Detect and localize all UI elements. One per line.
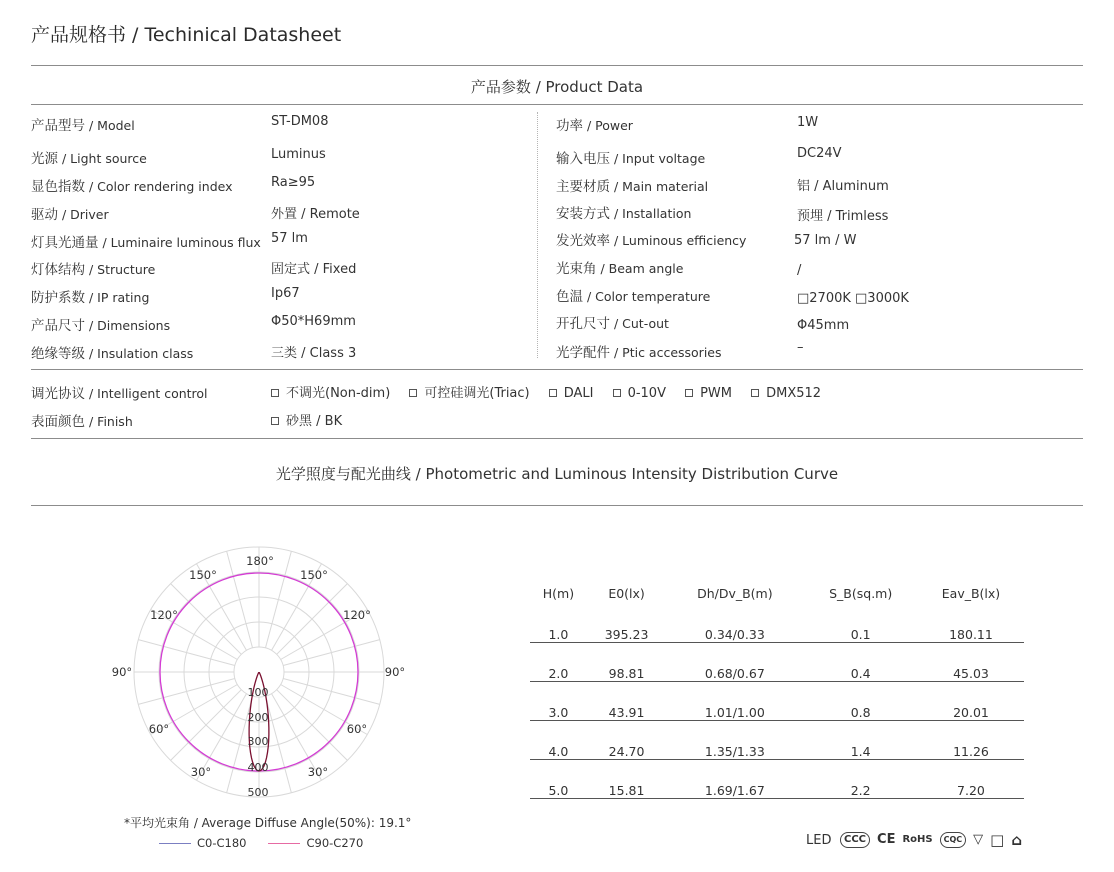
divider	[31, 104, 1083, 105]
radial-label: 300	[247, 735, 269, 748]
table-cell: 45.03	[918, 666, 1024, 682]
table-cell: 5.0	[530, 783, 587, 799]
spec-value-flux: 57 lm	[271, 231, 308, 246]
table-cell: 0.68/0.67	[666, 666, 803, 682]
table-cell: 0.34/0.33	[666, 627, 803, 643]
angle-label: 180°	[246, 554, 274, 568]
finish-options	[271, 410, 356, 429]
spec-value-light-source: Luminus	[271, 147, 326, 162]
spec-value-accessories: –	[797, 340, 804, 355]
spec-label-insulation: 绝缘等级 / Insulation class	[31, 346, 194, 362]
table-header: S_B(sq.m)	[829, 585, 893, 601]
spec-value-efficiency: 57 lm / W	[794, 233, 857, 248]
led-label: LED	[806, 833, 832, 848]
control-option[interactable]: 0-10V	[613, 386, 666, 401]
angle-label: 90°	[111, 665, 133, 679]
table-cell: 1.0	[530, 627, 587, 643]
table-cell: 0.1	[803, 627, 918, 643]
legend-label-c0: C0-C180	[197, 836, 247, 850]
legend-swatch-c90	[268, 843, 300, 844]
spec-label-material: 主要材质 / Main material	[556, 179, 709, 195]
spec-value-material: 铝 / Aluminum	[797, 179, 889, 194]
angle-label: 30°	[307, 765, 329, 779]
grid-spoke	[283, 678, 380, 704]
spec-label-color-temperature: 色温 / Color temperature	[556, 289, 711, 305]
control-option[interactable]: 不调光(Non-dim)	[271, 382, 390, 401]
table-row	[530, 627, 1024, 643]
table-cell: 7.20	[918, 783, 1024, 799]
spec-value-cut-out: Φ45mm	[797, 318, 850, 333]
photometric-table	[530, 582, 1024, 799]
spec-value-structure: 固定式 / Fixed	[271, 262, 357, 277]
double-insulation-icon: □	[990, 831, 1005, 849]
spec-value-ip-rating: Ip67	[271, 286, 300, 301]
table-cell: 1.35/1.33	[666, 744, 803, 760]
spec-value-color-temperature[interactable]: □2700K □3000K	[797, 291, 909, 306]
spec-label-accessories: 光学配件 / Ptic accessories	[556, 345, 722, 361]
table-header-row	[530, 582, 1024, 604]
radial-label: 500	[247, 786, 269, 799]
grid-spoke	[171, 584, 242, 655]
spec-value-cri: Ra≥95	[271, 175, 316, 190]
spec-label-ip-rating: 防护系数 / IP rating	[31, 290, 150, 306]
table-row	[530, 705, 1024, 721]
spec-value-dimensions: Φ50*H69mm	[271, 314, 356, 329]
spec-label-dimensions: 产品尺寸 / Dimensions	[31, 318, 171, 334]
table-cell: 3.0	[530, 705, 587, 721]
spec-label-beam-angle: 光束角 / Beam angle	[556, 261, 684, 277]
checkbox-icon[interactable]	[409, 389, 417, 397]
polar-distribution-chart	[100, 540, 420, 810]
divider	[31, 369, 1083, 370]
grid-spoke	[277, 690, 348, 761]
ce-mark-icon: CE	[877, 832, 896, 847]
angle-label: 90°	[384, 665, 406, 679]
checkbox-icon[interactable]	[271, 389, 279, 397]
angle-label: 30°	[190, 765, 212, 779]
angle-label: 120°	[343, 608, 371, 622]
product-data-heading: 产品参数 / Product Data	[470, 78, 644, 96]
checkbox-icon[interactable]	[613, 389, 621, 397]
divider	[31, 505, 1083, 506]
table-cell: 2.0	[530, 666, 587, 682]
spec-label-flux: 灯具光通量 / Luminaire luminous flux	[31, 235, 261, 251]
legend-swatch-c0	[159, 843, 191, 844]
angle-label: 120°	[150, 608, 178, 622]
divider	[31, 438, 1083, 439]
spec-value-beam-angle: /	[797, 263, 802, 278]
table-cell: 11.26	[918, 744, 1024, 760]
table-header: Dh/Dv_B(m)	[697, 585, 773, 601]
table-header: Eav_B(lx)	[941, 585, 1001, 601]
spec-value-installation: 预埋 / Trimless	[797, 209, 889, 224]
checkbox-icon[interactable]	[271, 417, 279, 425]
radial-label: 100	[247, 686, 269, 699]
grid-spoke	[138, 640, 235, 666]
table-row	[530, 744, 1024, 760]
certification-marks	[840, 832, 1022, 848]
table-cell: 2.2	[803, 783, 918, 799]
table-cell: 395.23	[587, 627, 666, 643]
table-cell: 180.11	[918, 627, 1024, 643]
triangle-mark-icon: ▽	[973, 832, 984, 847]
table-header: E0(lx)	[608, 585, 645, 601]
table-cell: 15.81	[587, 783, 666, 799]
datasheet-title: 产品规格书 / Techinical Datasheet	[31, 24, 342, 46]
control-option[interactable]: DMX512	[751, 386, 821, 401]
grid-spoke	[283, 640, 380, 666]
grid-spoke	[265, 696, 291, 793]
polar-legend	[159, 836, 363, 850]
spec-label-cut-out: 开孔尺寸 / Cut-out	[556, 316, 669, 332]
table-cell: 1.4	[803, 744, 918, 760]
spec-label-power: 功率 / Power	[556, 118, 633, 134]
table-cell: 98.81	[587, 666, 666, 682]
spec-label-installation: 安装方式 / Installation	[556, 206, 692, 222]
table-cell: 20.01	[918, 705, 1024, 721]
table-cell: 1.69/1.67	[666, 783, 803, 799]
divider	[31, 65, 1083, 66]
column-separator	[537, 112, 538, 358]
control-label: 调光协议 / Intelligent control	[31, 386, 208, 402]
angle-label: 60°	[346, 722, 368, 736]
spec-value-input-voltage: DC24V	[797, 146, 842, 161]
checkbox-icon[interactable]	[685, 389, 693, 397]
spec-label-model: 产品型号 / Model	[31, 118, 135, 134]
table-cell: 1.01/1.00	[666, 705, 803, 721]
ccc-mark-icon: CCC	[840, 832, 870, 848]
radial-label: 400	[247, 761, 269, 774]
table-header: H(m)	[542, 585, 575, 601]
table-row	[530, 783, 1024, 799]
table-cell: 0.8	[803, 705, 918, 721]
spec-value-power: 1W	[797, 115, 819, 130]
photometric-heading: 光学照度与配光曲线 / Photometric and Luminous Intensity Distribution Curve	[275, 465, 839, 483]
spec-label-structure: 灯体结构 / Structure	[31, 262, 156, 278]
control-option[interactable]: 可控硅调光(Triac)	[409, 382, 529, 401]
spec-value-insulation: 三类 / Class 3	[271, 346, 357, 361]
legend-label-c90: C90-C270	[306, 836, 364, 850]
ceiling-mount-icon: ⌂	[1011, 831, 1023, 849]
spec-label-light-source: 光源 / Light source	[31, 151, 147, 167]
finish-label: 表面颜色 / Finish	[31, 414, 133, 430]
grid-spoke	[138, 678, 235, 704]
control-option[interactable]: DALI	[549, 386, 594, 401]
table-cell: 0.4	[803, 666, 918, 682]
angle-label: 150°	[300, 568, 328, 582]
grid-spoke	[171, 690, 242, 761]
spec-value-driver: 外置 / Remote	[271, 207, 360, 222]
table-cell: 24.70	[587, 744, 666, 760]
spec-label-driver: 驱动 / Driver	[31, 207, 109, 223]
checkbox-icon[interactable]	[549, 389, 557, 397]
spec-label-cri: 显色指数 / Color rendering index	[31, 179, 233, 195]
radial-label: 200	[247, 711, 269, 724]
checkbox-icon[interactable]	[751, 389, 759, 397]
spec-value-model: ST-DM08	[271, 114, 329, 129]
finish-option[interactable]: 砂黑 / BK	[271, 410, 342, 429]
grid-spoke	[277, 584, 348, 655]
rohs-mark-icon: RoHS	[902, 834, 933, 845]
table-row	[530, 666, 1024, 682]
table-cell: 4.0	[530, 744, 587, 760]
angle-label: 60°	[148, 722, 170, 736]
table-cell: 43.91	[587, 705, 666, 721]
control-options	[271, 382, 835, 401]
beam-angle-caption: *平均光束角 / Average Diffuse Angle(50%): 19.1°	[124, 816, 412, 830]
spec-label-input-voltage: 输入电压 / Input voltage	[556, 151, 706, 167]
spec-label-efficiency: 发光效率 / Luminous efficiency	[556, 233, 747, 249]
cqc-mark-icon: CQC	[940, 832, 967, 848]
control-option[interactable]: PWM	[685, 386, 732, 401]
angle-label: 150°	[189, 568, 217, 582]
